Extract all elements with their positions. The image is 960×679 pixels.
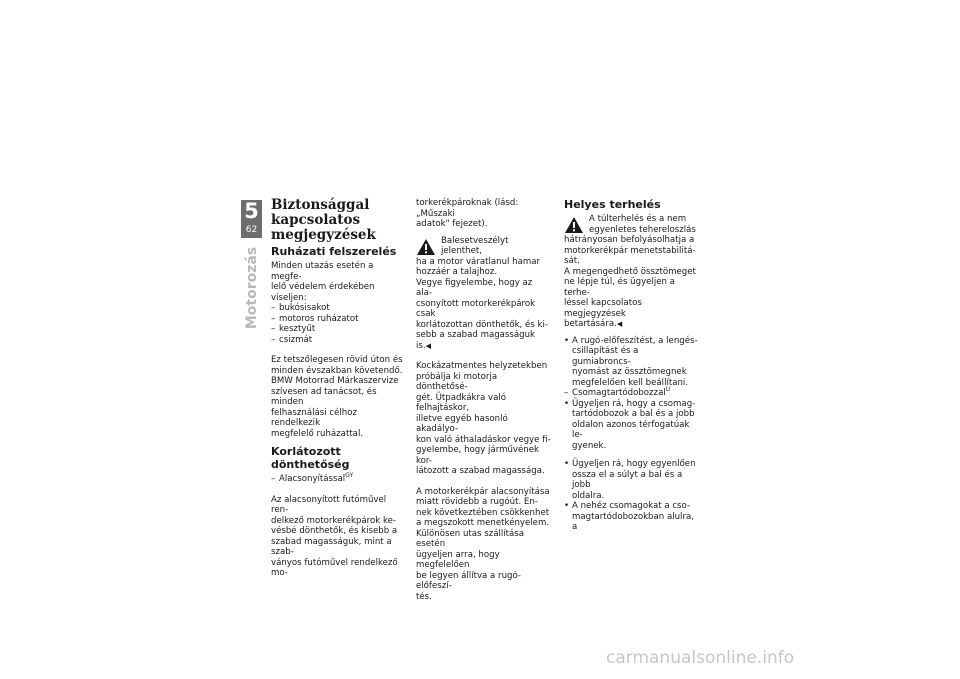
suspension-paragraph: A motorkerékpár alacsonyítása miatt rövidebb a rugóút. En- nek következtében csökkenhet a megszokott menetkényelem. Különösen utas szállítása esetén ügyeljen arra, hogy megfelelően be legyen állítva a rugó-előfeszí- tés.: [416, 486, 550, 602]
clothing-body: Ez tetszőlegesen rövid úton és minden évszakban követendő. BMW Motorrad Márkaszervize szívesen ad tanácsot, és minden felhasználási célhoz rendelkezik megfelelő ruházattal.: [271, 355, 403, 439]
column-3: [564, 198, 699, 533]
warning-icon: [416, 238, 436, 256]
list-item: – Alacsonyítással$^{GY}$: [271, 472, 354, 484]
list-item: • Ügyeljen rá, hogy a csomag- tartódobozok a bal és a jobb oldalon azonos térfogatúak le- gyenek.: [564, 398, 696, 451]
page-title: Biztonsággal kapcsolatos megjegyzések: [271, 197, 376, 243]
page-number: 62: [245, 225, 258, 235]
list-item: • A nehéz csomagokat a cso- magtartódobozokban alulra, a: [564, 501, 694, 532]
end-marker: ◀: [616, 320, 623, 328]
continued-text: torkerékpároknak (lásd: „Műszaki adatok" fejezet).: [416, 198, 519, 229]
clothing-intro: Minden utazás esetén a megfe- lelő védelem érdekében viseljen:: [271, 261, 375, 303]
list-item: – Csomagtartódobozzal$^U$: [564, 386, 671, 398]
end-marker: ◀: [425, 341, 431, 350]
list-item: – motoros ruházatot: [271, 313, 359, 324]
lean-heading: Korlátozott dönthetőség: [271, 445, 350, 471]
warning-block: A túlterhelés és a nem egyenletes tehereloszlás hátrányosan befolyásolhatja a motorkerékpár menetstabilitá- sát. A megengedhető össztömeget ne lépje túl, és ügyeljen a terhe- léssel kapcsolatos megjegyzések betartására.◀: [564, 214, 696, 329]
column-2: [416, 198, 551, 602]
chapter-number: 5: [244, 199, 259, 223]
watermark-footer: carmanualsonline.info: [606, 648, 795, 668]
list-item: – csizmát: [271, 334, 313, 345]
list-item: – bukósisakot: [271, 303, 330, 313]
lean-body: Az alacsonyított futóművel ren- delkező motorkerékpárok ke- vésbé dönthetők, és kisebb a szabad magasságuk, mint a szab- ványos futóművel rendelkező mo-: [271, 494, 398, 578]
clothing-heading: Ruházati felszerelés: [271, 245, 397, 258]
test-lean-paragraph: Kockázatmentes helyzetekben próbálja ki motorja dönthetősé- gét. Ütpadkákra való felhajtáskor, illetve egyéb hasonló akadályo- kon való áthaladáskor vegye fi- gyelembe, hogy járművének kor- látozott a szabad magassága.: [416, 361, 551, 476]
list-item: • Ügyeljen rá, hogy egyenlően ossza el a súlyt a bal és a jobb oldalra.: [564, 459, 696, 501]
warning-icon: [564, 216, 584, 234]
list-item: • A rugó-előfeszítést, a lengés- csillapítást és a gumiabroncs- nyomást az össztömegnek megfelelően kell beállítani.: [564, 335, 698, 388]
list-item: – kesztyűt: [271, 324, 316, 334]
load-heading: Helyes terhelés: [564, 198, 661, 211]
warning-block: Balesetveszélyt jelenthet, ha a motor váratlanul hamar hozzáér a talajhoz. Vegye figyelembe, hogy az ala- csonyított motorkerékpárok csak korlátozottan dönthetők, és ki- sebb a szabad magasságuk is.◀: [416, 235, 548, 351]
section-side-label: Motorozás: [244, 246, 260, 330]
column-1: [271, 198, 403, 579]
